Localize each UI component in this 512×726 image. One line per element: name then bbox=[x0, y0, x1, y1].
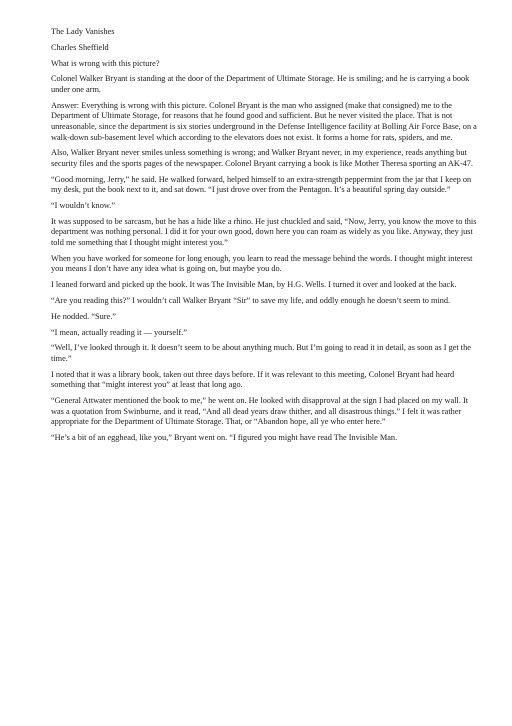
paragraph: I noted that it was a library book, taken out three days before. If it was relevant to this meeting, Colonel Bryant had heard something that “might interest you” at least that long ago. bbox=[51, 369, 455, 390]
paragraph: Colonel Walker Bryant is standing at the door of the Department of Ultimate Storage. He is smiling; and he is carrying a book under one arm. bbox=[51, 74, 470, 94]
paragraph: “He’s a bit of an egghead, like you,” Bryant went on. “I figured you might have read The Invisible Man. bbox=[51, 433, 398, 442]
paragraph: It was supposed to be sarcasm, but he has a hide like a rhino. He just chuckled and said, “Now, Jerry, you know the move to this department was nothing personal. I did it for your own good, down here you can roam as widely as you like. Anyway, they just told me something that I thought might interest you.” bbox=[51, 216, 477, 247]
document-page bbox=[51, 27, 481, 449]
paragraph: “Good morning, Jerry,” he said. He walked forward, helped himself to an extra-strength peppermint from the jar that I keep on my desk, put the book next to it, and sat down. “I just drove over from the Pentagon. It’s a beautiful spring day outside.” bbox=[51, 174, 472, 195]
document-author: Charles Sheffield bbox=[51, 42, 109, 52]
paragraph: When you have worked for someone for long enough, you learn to read the message behind the words. I thought might interest you means I don’t have any idea what is going on, but maybe you do. bbox=[51, 253, 473, 274]
paragraph: “I wouldn’t know.” bbox=[51, 201, 116, 211]
paragraph: “Well, I’ve looked through it. It doesn’t seem to be about anything much. But I’m going to read it in detail, as soon as I get the time.” bbox=[51, 343, 471, 363]
paragraph: Also, Walker Bryant never smiles unless something is wrong; and Walker Bryant never, in my experience, reads anything but security files and the sports pages of the newspaper. Colonel Bryant carrying a book is like Mother Theresa sporting an AK-47. bbox=[51, 148, 473, 168]
paragraph: “General Attwater mentioned the book to me,” he went on. He looked with disapproval at the sign I had placed on my wall. It was a quotation from Swinburne, and it read, “And all dead years draw thither, and all disastrous things.” I felt it was rather appropriate for the Department of Ultimate Storage. That, or “Abandon hope, all ye who enter here.” bbox=[51, 396, 469, 427]
paragraph: He nodded. “Sure.” bbox=[51, 311, 116, 321]
document-title: The Lady Vanishes bbox=[51, 27, 115, 36]
paragraph: “I mean, actually reading it — yourself.” bbox=[51, 327, 187, 337]
paragraph: What is wrong with this picture? bbox=[51, 58, 160, 68]
paragraph: “Are you reading this?” I wouldn’t call Walker Bryant “Sir” to save my life, and oddly enough he doesn’t seem to mind. bbox=[51, 295, 451, 305]
paragraph: Answer: Everything is wrong with this picture. Colonel Bryant is the man who assigned (make that consigned) me to the Department of Ultimate Storage, for reasons that he found good and sufficient. But he never visited the place. That is not unreasonable, since the department is six stories underground in the Defense Intelligence facility at Bolling Air Force Base, on a walk-down sub-basement level which according to the elevators does not exist. It forms a home for rats, spiders, and me. bbox=[51, 100, 477, 142]
paragraph: I leaned forward and picked up the book. It was The Invisible Man, by H.G. Wells. I turned it over and looked at the back. bbox=[51, 280, 457, 290]
